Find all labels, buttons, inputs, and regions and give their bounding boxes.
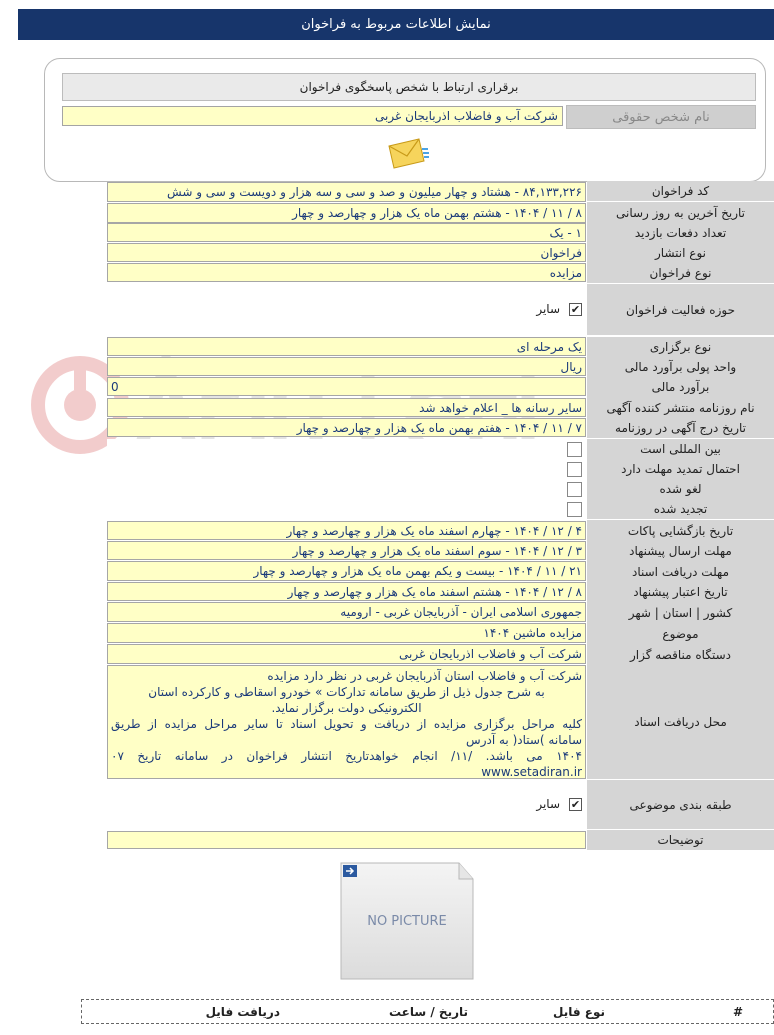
category-field <box>107 780 586 828</box>
contact-value: شرکت آب و فاضلاب اذربایجان غربی <box>62 106 563 126</box>
validity-label: تاریخ اعتبار پیشنهاد <box>587 582 774 602</box>
extension-field <box>107 459 586 479</box>
opening-date-value: ۴ / ۱۲ / ۱۴۰۴ - چهارم اسفند ماه یک هزار و چهارصد و چهار <box>107 521 586 540</box>
currency-label: واحد پولی برآورد مالی <box>587 357 774 377</box>
call-type-label: نوع فراخوان <box>587 263 774 283</box>
renewed-label: تجدید شده <box>587 499 774 519</box>
page-title: نمایش اطلاعات مربوط به فراخوان <box>301 17 491 32</box>
contact-label: نام شخص حقوقی <box>566 105 756 129</box>
submit-deadline-label: مهلت ارسال پیشنهاد <box>587 541 774 561</box>
extension-label: احتمال تمدید مهلت دارد <box>587 459 774 479</box>
doc-place-line: سامانه )ستاد( به آدرس <box>466 733 582 747</box>
subject-label: موضوع <box>587 623 774 644</box>
activity-field <box>107 284 586 334</box>
estimate-value: 0 <box>107 377 586 396</box>
location-label: کشور | استان | شهر <box>587 602 774 623</box>
contact-panel <box>44 58 766 182</box>
submit-deadline-value: ۳ / ۱۲ / ۱۴۰۴ - سوم اسفند ماه یک هزار و چهارصد و چهار <box>107 541 586 560</box>
newspaper-date-value: ۷ / ۱۱ / ۱۴۰۴ - هفتم بهمن ماه یک هزار و چهارصد و چهار <box>107 418 586 437</box>
col-num: # <box>732 1004 743 1019</box>
validity-value: ۸ / ۱۲ / ۱۴۰۴ - هشتم اسفند ماه یک هزار و چهارصد و چهار <box>107 582 586 601</box>
holding-type-value: یک مرحله ای <box>107 337 586 356</box>
doc-deadline-value: ۲۱ / ۱۱ / ۱۴۰۴ - بیست و یکم بهمن ماه یک هزار و چهارصد و چهار <box>107 561 586 581</box>
subject-value: مزایده ماشین ۱۴۰۴ <box>107 623 586 643</box>
opening-date-label: تاریخ بازگشایی پاکات <box>587 520 774 541</box>
doc-place-label: محل دریافت اسناد <box>587 665 774 779</box>
code-label: کد فراخوان <box>587 181 774 201</box>
envelope-icon[interactable] <box>386 136 430 170</box>
currency-value: ریال <box>107 357 586 376</box>
last-update-label: تاریخ آخرین به روز رسانی <box>587 202 774 223</box>
doc-place-line: شرکت آب و فاضلاب استان آذربایجان غربی در نظر دارد مزایده <box>267 669 582 683</box>
holding-type-label: نوع برگزاری <box>587 337 774 357</box>
files-table-header <box>81 999 774 1024</box>
location-value: جمهوری اسلامی ایران - آذربایجان غربی - ارومیه <box>107 602 586 622</box>
publish-type-label: نوع انتشار <box>587 243 774 263</box>
organizer-label: دستگاه مناقصه گزار <box>587 644 774 665</box>
category-checkbox[interactable]: ✔ <box>570 797 581 811</box>
visits-value: ۱ - یک <box>107 223 586 242</box>
no-picture-image <box>339 861 475 981</box>
newspaper-value: سایر رسانه ها _ اعلام خواهد شد <box>107 398 586 417</box>
last-update-value: ۸ / ۱۱ / ۱۴۰۴ - هشتم بهمن ماه یک هزار و چهارصد و چهار <box>107 203 586 223</box>
doc-place-line: ۱۴۰۴ می باشد. /۱۱/ انجام خواهدتاریخ انتشار فراخوان در سامانه تاریخ ۰۷ <box>111 749 582 763</box>
renewed-field <box>107 499 586 519</box>
cancelled-checkbox[interactable] <box>567 482 582 497</box>
no-picture-text: NO PICTURE <box>367 914 447 929</box>
page-header <box>18 9 774 40</box>
col-file-type: نوع فایل <box>553 1004 605 1019</box>
renewed-checkbox[interactable] <box>567 502 582 517</box>
newspaper-date-label: تاریخ درج آگهی در روزنامه <box>587 418 774 438</box>
international-field <box>107 439 586 459</box>
newspaper-label: نام روزنامه منتشر کننده آگهی <box>587 397 774 418</box>
doc-place-value <box>107 665 586 779</box>
extension-checkbox[interactable] <box>567 462 582 477</box>
publish-type-value: فراخوان <box>107 243 586 262</box>
activity-label: حوزه فعالیت فراخوان <box>587 284 774 335</box>
international-checkbox[interactable] <box>567 442 582 457</box>
organizer-value: شرکت آب و فاضلاب اذربایجان غربی <box>107 644 586 664</box>
notes-label: توضیحات <box>587 830 774 850</box>
notes-value <box>107 831 586 849</box>
col-download: دریافت فایل <box>205 1004 280 1019</box>
doc-place-line: الکترونیکی دولت برگزار نماید. <box>271 701 422 715</box>
contact-title: برقراری ارتباط با شخص پاسخگوی فراخوان <box>62 73 756 101</box>
doc-place-link[interactable]: www.setadiran.ir <box>481 765 582 779</box>
category-label: طبقه بندی موضوعی <box>587 780 774 829</box>
code-value: ۸۴,۱۳۳,۲۲۶ - هشتاد و چهار میلیون و صد و سی و سه هزار و دویست و سی و شش <box>107 182 586 202</box>
international-label: بین المللی است <box>587 439 774 459</box>
cancelled-label: لغو شده <box>587 479 774 499</box>
doc-place-line: کلیه مراحل برگزاری مزایده از دریافت و تحویل اسناد تا سایر مراحل مزایده از طریق <box>111 717 582 731</box>
visits-label: تعداد دفعات بازدید <box>587 223 774 243</box>
cancelled-field <box>107 479 586 499</box>
activity-checkbox[interactable]: ✔ <box>570 302 581 316</box>
doc-deadline-label: مهلت دریافت اسناد <box>587 561 774 582</box>
category-option: سایر <box>536 797 560 811</box>
col-datetime: تاریخ / ساعت <box>388 1004 468 1019</box>
activity-option: سایر <box>536 302 560 316</box>
call-type-value: مزایده <box>107 263 586 282</box>
doc-place-line: به شرح جدول ذیل از طریق سامانه تدارکات » خودرو اسقاطی و کارکرده استان <box>148 685 545 699</box>
estimate-label: برآورد مالی <box>587 377 774 397</box>
